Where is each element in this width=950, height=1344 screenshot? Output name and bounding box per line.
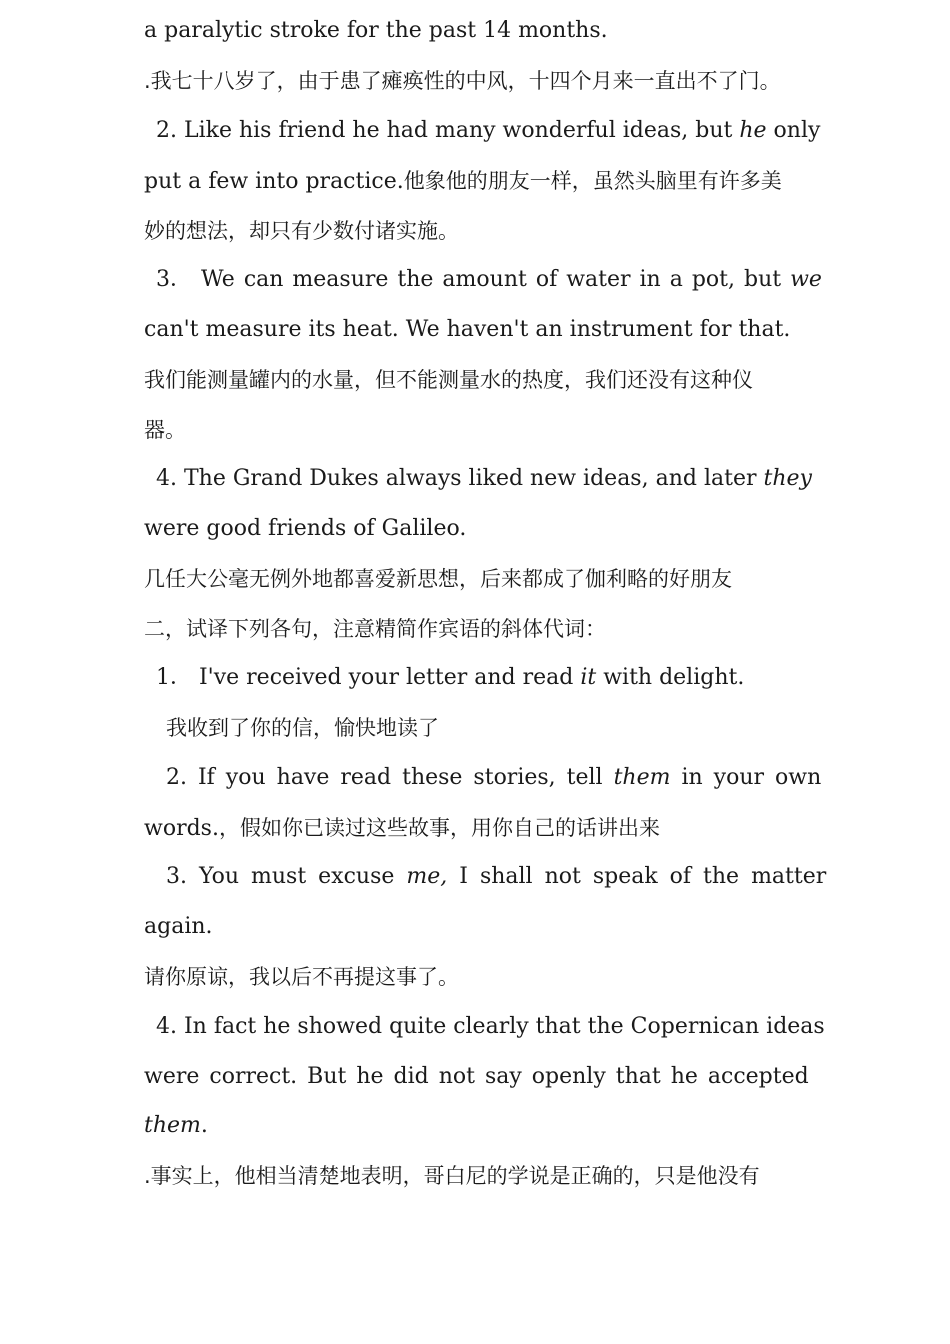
- english-text: 2. If you have read these stories, tell: [166, 765, 614, 790]
- mixed-line: [144, 803, 806, 853]
- text-line: [144, 1052, 809, 1102]
- english-text: can't measure its heat. We haven't an instrument for that.: [144, 317, 791, 342]
- english-text: 4. The Grand Dukes always liked new ideas, and later: [156, 466, 764, 491]
- english-text: with delight.: [596, 665, 745, 690]
- example-2-line: [144, 106, 821, 156]
- english-text: .: [200, 1113, 208, 1138]
- translation-line: [144, 56, 806, 106]
- example-3-line: [144, 255, 822, 305]
- example-4-line: [144, 454, 812, 504]
- translation-line: [144, 554, 806, 604]
- chinese-text: 器。: [144, 418, 186, 442]
- english-text: 4. In fact he showed quite clearly that the Copernican ideas: [156, 1014, 825, 1039]
- english-text: were correct. But he did not say openly that he accepted: [144, 1064, 809, 1089]
- italic-pronoun: them: [144, 1113, 201, 1138]
- mixed-line: [144, 156, 806, 206]
- english-text: 1． I've received your letter and read: [156, 665, 581, 690]
- english-text: only: [766, 118, 821, 143]
- text-line: [144, 902, 806, 952]
- italic-pronoun: we: [790, 267, 822, 292]
- text-line: [144, 504, 806, 554]
- chinese-text: 妙的想法，却只有少数付诸实施。: [144, 219, 459, 243]
- translation-line: [144, 355, 806, 405]
- chinese-text: .我七十八岁了，由于患了瘫痪性的中风，十四个月来一直出不了门。: [144, 69, 781, 93]
- english-text: put a few into practice.: [144, 169, 404, 194]
- chinese-text: 几任大公毫无例外地都喜爱新思想，后来都成了伽利略的好朋友: [144, 567, 732, 591]
- chinese-text: 我们能测量罐内的水量，但不能测量水的热度，我们还没有这种仪: [144, 368, 753, 392]
- text-line: [144, 305, 806, 355]
- italic-pronoun: it: [580, 665, 597, 690]
- text-line: [144, 1101, 806, 1151]
- translation-line: [144, 1151, 806, 1201]
- exercise-3-line: [144, 852, 827, 902]
- translation-line: [144, 703, 806, 753]
- chinese-text: .事实上，他相当清楚地表明，哥白尼的学说是正确的，只是他没有: [144, 1164, 760, 1188]
- translation-line: [144, 952, 806, 1002]
- english-text: I shall not speak of the matter: [447, 864, 827, 889]
- english-text: 3． We can measure the amount of water in a pot, but: [156, 267, 791, 292]
- exercise-2-line: [144, 753, 822, 803]
- english-text: 3. You must excuse: [166, 864, 407, 889]
- chinese-text: 他象他的朋友一样，虽然头脑里有许多美: [403, 169, 782, 193]
- italic-pronoun: them: [613, 765, 671, 790]
- italic-pronoun: they: [763, 466, 812, 491]
- chinese-text: ，假如你已读过这些故事，用你自己的话讲出来: [218, 816, 660, 840]
- exercise-4-line: [144, 1002, 825, 1052]
- translation-line: [144, 206, 806, 256]
- english-text: were good friends of Galileo.: [144, 516, 467, 541]
- chinese-text: 我收到了你的信，愉快地读了: [166, 716, 439, 740]
- english-text: in your own: [670, 765, 822, 790]
- italic-pronoun: me,: [406, 864, 448, 889]
- italic-pronoun: he: [739, 118, 767, 143]
- text-line: [144, 6, 806, 56]
- chinese-text: 二，试译下列各句，注意精简作宾语的斜体代词：: [144, 617, 606, 641]
- english-text: words.: [144, 816, 219, 841]
- translation-line: [144, 405, 806, 455]
- exercise-1-line: [144, 653, 806, 703]
- english-text: a paralytic stroke for the past 14 months.: [144, 18, 608, 43]
- chinese-text: 请你原谅，我以后不再提这事了。: [144, 965, 459, 989]
- english-text: again.: [144, 914, 213, 939]
- english-text: 2. Like his friend he had many wonderful ideas, but: [156, 118, 740, 143]
- section-heading: [144, 604, 806, 654]
